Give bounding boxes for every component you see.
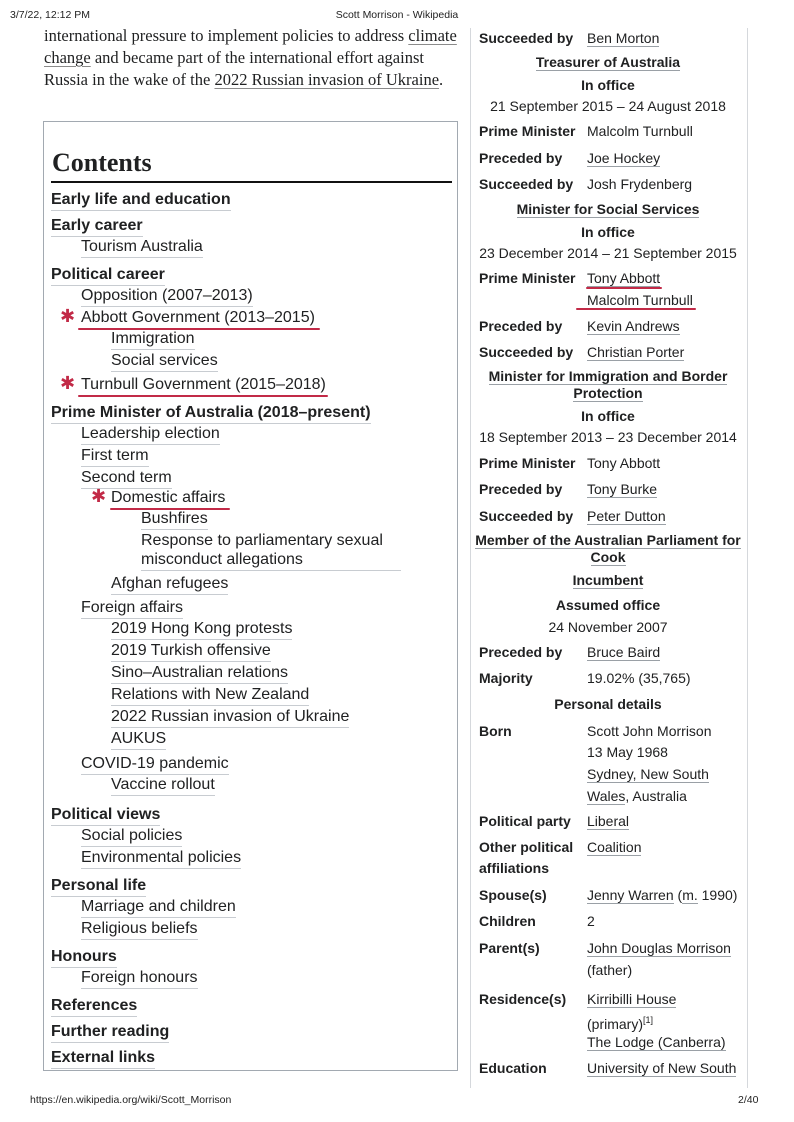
infobox-label: Children: [479, 913, 536, 929]
infobox-left-border: [470, 28, 471, 1088]
infobox-value[interactable]: Sydney, New South: [587, 766, 709, 782]
infobox-value[interactable]: Kevin Andrews: [587, 318, 680, 334]
pen-underline-mark: [576, 308, 696, 310]
infobox-label: Prime Minister: [479, 270, 576, 286]
toc-item[interactable]: Response to parliamentary sexual misconduct allegations: [141, 531, 401, 571]
infobox-label: Residence(s): [479, 991, 567, 1007]
toc-item[interactable]: 2019 Hong Kong protests: [111, 619, 292, 640]
toc-item[interactable]: Marriage and children: [81, 897, 236, 918]
infobox-right-border: [747, 28, 748, 1088]
infobox-value[interactable]: Liberal: [587, 813, 630, 829]
office-term: 23 December 2014 – 21 September 2015: [479, 245, 737, 261]
infobox-value[interactable]: Christian Porter: [587, 344, 685, 360]
infobox-label: Succeeded by: [479, 30, 574, 46]
infobox-value[interactable]: University of New South: [587, 1060, 737, 1076]
infobox-label: Other political: [479, 839, 574, 855]
incumbent-label: Incumbent: [572, 572, 644, 588]
infobox-label: Education: [479, 1060, 547, 1076]
toc-item[interactable]: Immigration: [111, 329, 195, 350]
toc-item[interactable]: Turnbull Government (2015–2018): [81, 375, 326, 396]
toc-item[interactable]: External links: [51, 1048, 155, 1069]
toc-item[interactable]: Personal life: [51, 876, 146, 897]
infobox-label: Succeeded by: [479, 344, 574, 360]
toc-title: Contents: [52, 148, 152, 177]
infobox-value[interactable]: Tony Burke: [587, 481, 658, 497]
print-page-number: 2/40: [738, 1094, 759, 1106]
infobox-value: Josh Frydenberg: [587, 176, 693, 192]
toc-item[interactable]: Religious beliefs: [81, 919, 198, 940]
toc-item[interactable]: Honours: [51, 947, 117, 968]
toc-item[interactable]: Opposition (2007–2013): [81, 286, 253, 307]
infobox-value[interactable]: Peter Dutton: [587, 508, 666, 524]
in-office-label: In office: [581, 77, 635, 93]
reference-link[interactable]: [1]: [643, 1015, 654, 1025]
infobox-label: Born: [479, 723, 512, 739]
infobox-value: 19.02% (35,765): [587, 670, 691, 686]
infobox-value[interactable]: John Douglas Morrison: [587, 940, 731, 956]
toc-item[interactable]: Abbott Government (2013–2015): [81, 308, 315, 329]
toc-item[interactable]: Second term: [81, 468, 172, 489]
infobox-value[interactable]: Joe Hockey: [587, 150, 661, 166]
pen-underline-mark: [78, 395, 328, 397]
infobox-label: Spouse(s): [479, 887, 547, 903]
toc-item[interactable]: Prime Minister of Australia (2018–present): [51, 403, 371, 424]
infobox-value[interactable]: Tony Abbott: [587, 270, 661, 286]
toc-item[interactable]: Environmental policies: [81, 848, 241, 869]
in-office-label: In office: [581, 224, 635, 240]
toc-item[interactable]: Afghan refugees: [111, 574, 228, 595]
infobox-value: (father): [587, 962, 633, 978]
toc-item[interactable]: Foreign honours: [81, 968, 198, 989]
infobox-label: Succeeded by: [479, 508, 574, 524]
infobox-value[interactable]: Coalition: [587, 839, 642, 855]
print-page-title: Scott Morrison - Wikipedia: [335, 9, 459, 21]
infobox-value: Jenny Warren (m. 1990): [587, 887, 738, 903]
infobox-value[interactable]: Malcolm Turnbull: [587, 292, 693, 308]
infobox-value[interactable]: Ben Morton: [587, 30, 660, 46]
office-title: Minister for Immigration and Border Protection: [488, 368, 728, 401]
office-term: 18 September 2013 – 23 December 2014: [479, 429, 737, 445]
infobox-label: Majority: [479, 670, 533, 686]
infobox-value: Scott John Morrison: [587, 723, 712, 739]
infobox-label: Parent(s): [479, 940, 540, 956]
toc-item[interactable]: 2022 Russian invasion of Ukraine: [111, 707, 349, 728]
toc-item[interactable]: Vaccine rollout: [111, 775, 215, 796]
infobox-value: Malcolm Turnbull: [587, 123, 693, 139]
toc-item[interactable]: References: [51, 996, 137, 1017]
pen-star-mark: ✱: [60, 373, 76, 393]
infobox-label: Political party: [479, 813, 571, 829]
toc-item[interactable]: Further reading: [51, 1022, 169, 1043]
infobox-label: Preceded by: [479, 318, 563, 334]
infobox-value[interactable]: Bruce Baird: [587, 644, 661, 660]
infobox-label: Preceded by: [479, 644, 563, 660]
toc-item[interactable]: Domestic affairs: [111, 488, 225, 509]
climate-change-link[interactable]: climate change: [44, 26, 457, 67]
table-of-contents: [43, 121, 458, 1071]
russian-invasion-link[interactable]: 2022 Russian invasion of Ukraine: [214, 70, 440, 89]
toc-item[interactable]: Social services: [111, 351, 218, 372]
infobox-value: 2: [587, 913, 595, 929]
print-url: https://en.wikipedia.org/wiki/Scott_Morrison: [30, 1094, 232, 1106]
toc-item[interactable]: Early life and education: [51, 190, 231, 211]
toc-item[interactable]: Bushfires: [141, 509, 208, 530]
office-title: Minister for Social Services: [516, 201, 700, 217]
pen-underline-mark: [586, 287, 662, 289]
infobox-label: Prime Minister: [479, 455, 576, 471]
infobox-value: 13 May 1968: [587, 744, 668, 760]
toc-item[interactable]: Relations with New Zealand: [111, 685, 309, 706]
infobox-value: (primary)[1]: [587, 1015, 654, 1032]
infobox-label: Preceded by: [479, 150, 563, 166]
infobox-label: Prime Minister: [479, 123, 576, 139]
infobox-label: affiliations: [479, 860, 550, 876]
section-heading: Personal details: [554, 696, 662, 712]
toc-item[interactable]: 2019 Turkish offensive: [111, 641, 271, 662]
pen-underline-mark: [110, 508, 230, 510]
print-datetime: 3/7/22, 12:12 PM: [10, 9, 90, 21]
in-office-label: In office: [581, 408, 635, 424]
toc-item[interactable]: Tourism Australia: [81, 237, 203, 258]
infobox-value: Tony Abbott: [587, 455, 661, 471]
infobox-value[interactable]: The Lodge (Canberra): [587, 1034, 726, 1050]
pen-star-mark: ✱: [60, 306, 76, 326]
toc-divider: [51, 181, 452, 183]
pen-star-mark: ✱: [91, 486, 107, 506]
lead-paragraph: international pressure to implement policies to address climate change and became part of the international effort against Russia in the wake of the 2022 Russian invasion of Ukraine.: [44, 26, 457, 89]
infobox-value: Wales, Australia: [587, 788, 687, 804]
toc-item[interactable]: Foreign affairs: [81, 598, 183, 619]
toc-item[interactable]: Sino–Australian relations: [111, 663, 288, 684]
toc-item[interactable]: Leadership election: [81, 424, 220, 445]
office-title: Treasurer of Australia: [535, 54, 681, 70]
pen-underline-mark: [78, 328, 320, 330]
toc-item[interactable]: Social policies: [81, 826, 182, 847]
infobox-value[interactable]: Kirribilli House: [587, 991, 677, 1007]
toc-item[interactable]: Early career: [51, 216, 143, 237]
office-term: 21 September 2015 – 24 August 2018: [490, 98, 726, 114]
assumed-office-date: 24 November 2007: [548, 619, 668, 635]
infobox-label: Succeeded by: [479, 176, 574, 192]
infobox-label: Preceded by: [479, 481, 563, 497]
toc-item[interactable]: AUKUS: [111, 729, 166, 750]
toc-item[interactable]: COVID-19 pandemic: [81, 754, 229, 775]
toc-item[interactable]: Political views: [51, 805, 160, 826]
toc-item[interactable]: Political career: [51, 265, 165, 286]
toc-item[interactable]: First term: [81, 446, 149, 467]
office-title: Member of the Australian Parliament for Cook: [475, 532, 741, 565]
assumed-office-label: Assumed office: [555, 597, 661, 613]
